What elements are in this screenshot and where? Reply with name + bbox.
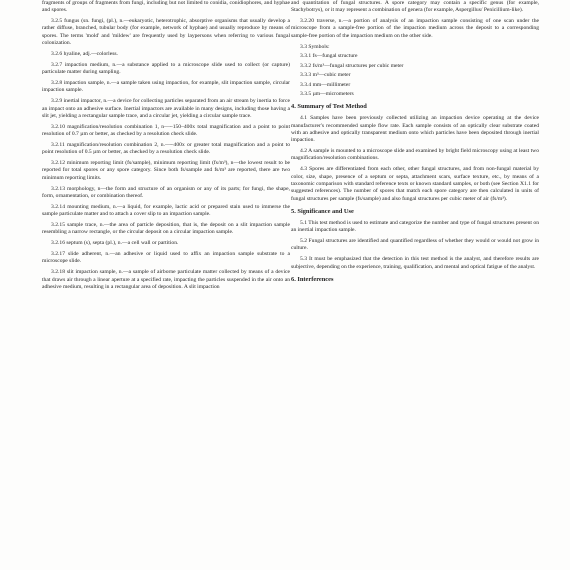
symbol-item: 3.3.4 mm—millimeter (300, 81, 351, 88)
paragraph: 3.2.12 minimum reporting limit (fs/sample), minimum reporting limit (fs/m³), n—the lowest result to be reported for total spores or any spore category. Since both fs/sample and fs/m³ are reported, there are two minimum reporting limits. (42, 160, 290, 181)
paragraph: 3.2.9 inertial impactor, n.—a device for collecting particles separated from an air stream by inertia to force an impact onto an adhesive surface. Inertial impactors are available in many designs, including those having a slit jet, yielding a rectangular sample trace, and a circular jet, yielding a circular sample trace. (42, 98, 290, 119)
paragraph: 5.1 This test method is used to estimate and categorize the number and type of fungal structures present on an inertial impaction sample. (291, 219, 539, 234)
left-column (42, 0, 290, 295)
paragraph: 3.2.13 morphology, n—the form and structure of an organism or any of its parts; for fungi, the shape, form, ornamentation, or combination thereof. (42, 185, 290, 199)
symbol-item: 3.3.1 fs—fungal structure (300, 53, 358, 60)
symbol-item: 3.3.2 fs/m³—fungal structures per cubic meter (300, 62, 404, 69)
paragraph: 5.3 It must be emphasized that the detection in this test method is the analyst, and therefore results are subjective, depending on the experience, training, qualification, and mental and optical fatigue of the analyst. (291, 256, 539, 270)
paragraph: 3.2.20 traverse, n.—a portion of analysis of an impaction sample consisting of one scan under the microscope from a sample-free portion of the impaction medium across the deposit to a corresponding sample-free portion of the impaction medium on the other side. (291, 18, 539, 39)
paragraph: 3.2.10 magnification/resolution combination 1, n—~150–400x total magnification and a point to point resolution of 0.7 µm or better, as checked by a resolution check slide. (42, 123, 290, 138)
symbol-item: 3.3 Symbols: (300, 43, 330, 50)
section-heading: 4. Summary of Test Method (291, 103, 367, 111)
paragraph: 4.2 A sample is mounted to a microscope slide and examined by bright field microscopy using at least two magnification/resolution combinations. (291, 148, 539, 162)
right-column (291, 0, 539, 288)
paragraph: 3.2.17 slide adherent, n.—an adhesive or liquid used to affix an impaction sample substrate to a microscope slide. (42, 251, 290, 265)
paragraph: 3.2.8 impaction sample, n.—a sample taken using impaction, for example, slit impaction sample, circular impaction sample. (42, 80, 290, 94)
paragraph: 3.2.15 sample trace, n.—the area of particle deposition, that is, the deposit on a slit impaction sample resembling a narrow rectangle, or the circular deposit on a circular impaction sample. (42, 221, 290, 236)
symbol-item: 3.3.3 m³—cubic meter (300, 72, 351, 79)
symbol-item: 3.3.5 µm—micrometers (300, 91, 354, 98)
paragraph: 3.2.18 slit impaction sample, n.—a sample of airborne particulate matter collected by means of a device that draws air through a linear aperture at a specified rate, impacting the particles suspended in the air onto an adhesive medium, resulting in a rectangular area of deposition. A slit impaction (42, 269, 290, 290)
paragraph: 5.2 Fungal structures are identified and quantified regardless of whether they would or would not grow in culture. (291, 238, 539, 252)
paragraph: and quantitation of fungal structures. A spore category may contain a specific genus (for example, Stachybotrys), or it may represent a combination of genera (for example, Aspergillus/ Penicillium-like). (291, 0, 539, 14)
paragraph: fragments of groups of fragments from fungi, including but not limited to conidia, conidiophores, and hyphae and spores. (42, 0, 290, 14)
paragraph: 3.2.16 septum (s), septa (pl.), n.—a cell wall or partition. (51, 240, 179, 247)
paragraph: 3.2.7 impaction medium, n.—a substance applied to a microscope slide used to collect (or capture) particulate matter during sampling. (42, 61, 290, 76)
paragraph: 3.2.5 fungus (sn. fungi, (pl.), n.—eukaryotic, heterotrophic, absorptive organisms that usually develop a rather diffuse, branched, tubular body (for example, network of hyphae) and usually reproduce by means of spores. The terms 'mold' and 'mildew' are frequently used by laypersons when referring to various fungal colonization. (42, 18, 290, 47)
paragraph: 3.2.11 magnification/resolution combination 2, n.—~400x or greater total magnification and a point to point resolution of 0.5 µm or better, as checked by a resolution check slide. (42, 141, 290, 156)
section-heading: 5. Significance and Use (291, 207, 354, 215)
paragraph: 3.2.14 mounting medium, n.—a liquid, for example, lactic acid or prepared stain used to immerse the sample particulate matter and to attach a cover slip to an impaction sample. (42, 203, 290, 218)
paragraph: 4.1 Samples have been previously collected utilizing an impaction device operating at the device manufacturer's recommended sample flow rate. Each sample consists of an optically clear substrate coated with an adhesive and optically transparent medium onto which particles have been deposited through inertial impaction. (291, 115, 539, 144)
paragraph: 3.2.6 hyaline, adj.—colorless. (51, 50, 118, 57)
section-heading: 6. Interferences (291, 275, 334, 283)
paragraph: 4.3 Spores are differentiated from each other, other fungal structures, and from non-fungal material by color, size, shape, presence of a septum or septa, attachment scars, surface texture, etc., by means of a taxonomic comparison with standard reference texts or known standard samples, or both (see Section X1.1 for suggested references). The number of spores that match each spore category are then calculated in units of fungal structures per sample (fs/sample) and also fungal structures per cubic meter of air (fs/m³). (291, 166, 539, 202)
